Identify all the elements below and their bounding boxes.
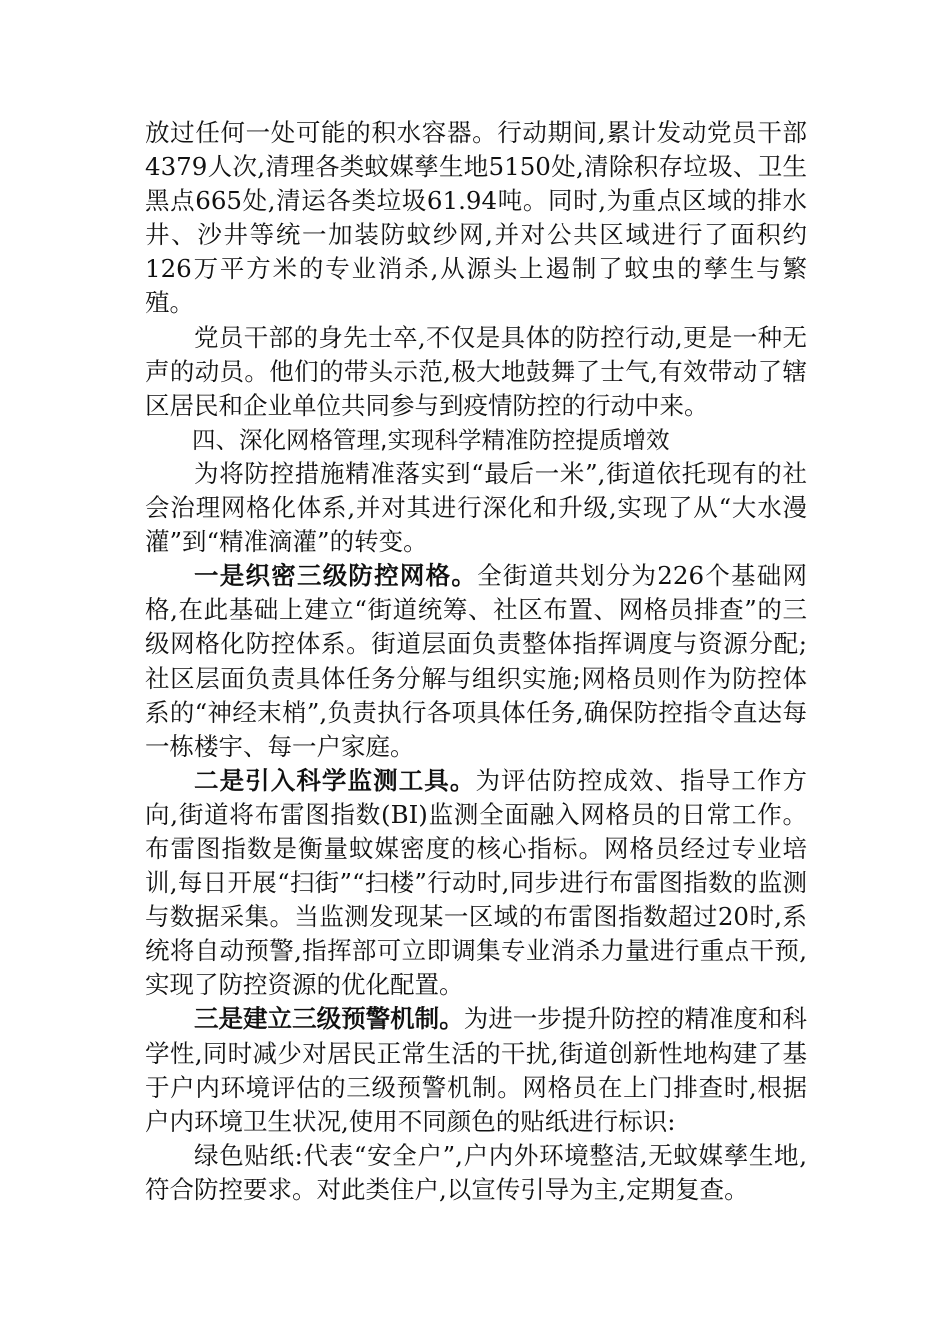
item-lead: 二是引入科学监测工具。	[194, 765, 476, 795]
body-paragraph: 放过任何一处可能的积水容器。行动期间,累计发动党员干部4379人次,清理各类蚊媒孳生地5150处,清除积存垃圾、卫生黑点665处,清运各类垃圾61.94吨。同时,为重点区域的排水井、沙井等统一加装防蚊纱网,并对公共区域进行了面积约126万平方米的专业消杀,从源头上遏制了蚊虫的孳生与繁殖。	[145, 118, 807, 318]
list-item	[145, 559, 807, 764]
section-heading: 四、深化网格管理,实现科学精准防控提质增效	[192, 425, 670, 454]
section-intro: 为将防控措施精准落实到“最后一米”,街道依托现有的社会治理网格化体系,并对其进行深化和升级,实现了从“大水漫灌”到“精准滴灌”的转变。	[145, 458, 807, 557]
list-item	[145, 764, 807, 1003]
item-lead: 三是建立三级预警机制。	[194, 1004, 464, 1034]
item-text: 全街道共划分为226个基础网格,在此基础上建立“街道统筹、社区布置、网格员排查”的三级网格化防控体系。街道层面负责整体指挥调度与资源分配;社区层面负责具体任务分解与组织实施;网格员则作为防控体系的“神经末梢”,负责执行各项具体任务,确保防控指令直达每一栋楼宇、每一户家庭。	[145, 561, 808, 761]
document-page	[145, 116, 807, 1207]
item-text: 为进一步提升防控的精准度和科学性,同时减少对居民正常生活的干扰,街道创新性地构建了基于户内环境评估的三级预警机制。网格员在上门排查时,根据户内环境卫生状况,使用不同颜色的贴纸进行标识:	[145, 1004, 808, 1136]
sticker-note: 绿色贴纸:代表“安全户”,户内外环境整洁,无蚊媒孳生地,符合防控要求。对此类住户,以宣传引导为主,定期复查。	[145, 1140, 807, 1204]
item-text: 为评估防控成效、指导工作方向,街道将布雷图指数(BI)监测全面融入网格员的日常工作。布雷图指数是衡量蚊媒密度的核心指标。网格员经过专业培训,每日开展“扫街”“扫楼”行动时,同步进行布雷图指数的监测与数据采集。当监测发现某一区域的布雷图指数超过20时,系统将自动预警,指挥部可立即调集专业消杀力量进行重点干预,实现了防控资源的优化配置。	[145, 765, 808, 1000]
item-lead: 一是织密三级防控网格。	[194, 561, 478, 591]
list-item	[145, 1002, 807, 1138]
body-paragraph: 党员干部的身先士卒,不仅是具体的防控行动,更是一种无声的动员。他们的带头示范,极大地鼓舞了士气,有效带动了辖区居民和企业单位共同参与到疫情防控的行动中来。	[145, 322, 807, 420]
